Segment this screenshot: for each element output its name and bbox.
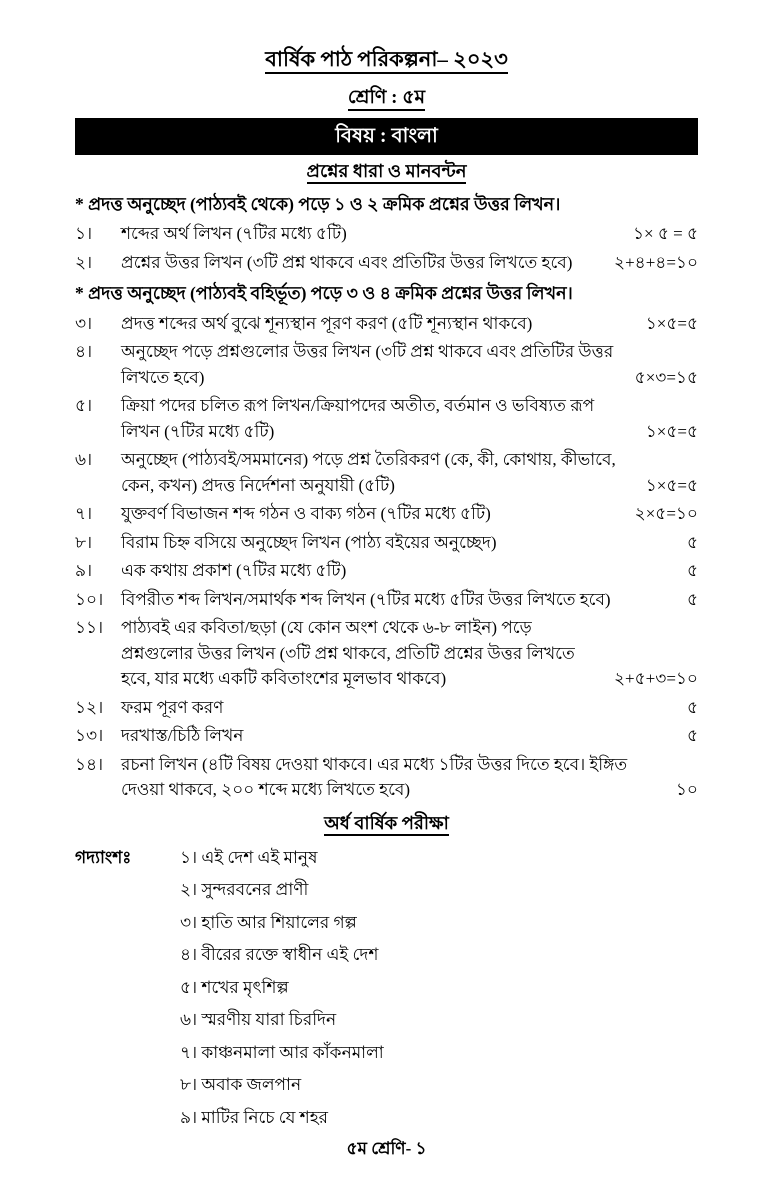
question-items-group-1 bbox=[75, 221, 698, 278]
class-heading bbox=[75, 84, 698, 113]
prose-list-item: ৯। মাটির নিচে যে শহর bbox=[180, 1107, 329, 1127]
item-number: ১। bbox=[75, 224, 93, 244]
item-number: ১০। bbox=[75, 589, 104, 609]
item-text: বিরাম চিহ্ন বসিয়ে অনুচ্ছেদ লিখন (পাঠ্য বইয়ের অনুচ্ছেদ) bbox=[121, 532, 497, 552]
item-number: ৯। bbox=[75, 561, 93, 580]
item-text: প্রশ্নের উত্তর লিখন (৩টি প্রশ্ন থাকবে এবং প্রতিটির উত্তর লিখতে হবে) bbox=[121, 252, 573, 272]
item-text: ফরম পূরণ করণ bbox=[121, 697, 224, 717]
class-heading-text: শ্রেণি : ৫ম bbox=[348, 87, 425, 111]
question-item bbox=[75, 615, 698, 692]
question-item bbox=[75, 752, 698, 803]
item-text: পাঠ্যবই এর কবিতা/ছড়া (যে কোন অংশ থেকে ৬-৮ লাইন) পড়ে প্রশ্নগুলোর উত্তর লিখন (৩টি প্রশ্ন থাকবে, প্রতিটি প্রশ্নের উত্তর লিখতে হবে, যার মধ্যে একটি কবিতাংশের মূলভাব থাকবে) bbox=[121, 618, 575, 688]
item-text: অনুচ্ছেদ (পাঠ্যবই/সমমানের) পড়ে প্রশ্ন তৈরিকরণ (কে, কী, কোথায়, কীভাবে, কেন, কখন) প্রদত্ত নির্দেশনা অনুযায়ী (৫টি) bbox=[121, 450, 616, 495]
item-marks: ৫×৩=১৫ bbox=[634, 367, 698, 387]
question-item bbox=[75, 339, 698, 390]
prose-list bbox=[180, 845, 698, 1131]
marks-distribution-heading-text: প্রশ্নের ধারা ও মানবন্টন bbox=[307, 161, 467, 184]
question-item bbox=[75, 530, 698, 556]
question-item bbox=[75, 558, 698, 584]
item-text: যুক্তবর্ণ বিভাজন শব্দ গঠন ও বাক্য গঠন (৭টির মধ্যে ৫টি) bbox=[121, 504, 491, 523]
item-marks: ৫ bbox=[686, 726, 698, 745]
item-number: ১৪। bbox=[75, 754, 104, 774]
question-items-group-2 bbox=[75, 311, 698, 806]
question-item bbox=[75, 311, 698, 337]
item-marks: ৫ bbox=[686, 532, 698, 552]
question-item bbox=[75, 447, 698, 498]
prose-list-item: ৭। কাঞ্চনমালা আর কাঁকনমালা bbox=[180, 1042, 384, 1062]
item-marks: ৫ bbox=[686, 697, 698, 717]
subject-bar-text: বিষয় : বাংলা bbox=[335, 125, 438, 147]
item-marks: ১×৫=৫ bbox=[645, 475, 698, 495]
prose-list-item: ৬। স্মরণীয় যারা চিরদিন bbox=[180, 1010, 337, 1029]
prose-section bbox=[75, 845, 698, 1131]
item-marks: ১০ bbox=[675, 780, 698, 799]
item-marks: ১× ৫ = ৫ bbox=[632, 224, 698, 244]
question-item bbox=[75, 250, 698, 276]
item-text: দরখাস্ত/চিঠি লিখন bbox=[121, 726, 244, 745]
prose-list-item: ৪। বীরের রক্তে স্বাধীন এই দেশ bbox=[180, 945, 379, 964]
document-title bbox=[75, 44, 698, 76]
question-item bbox=[75, 393, 698, 444]
item-number: ৮। bbox=[75, 532, 93, 552]
item-number: ২। bbox=[75, 252, 93, 272]
item-text: প্রদত্ত শব্দের অর্থ বুঝে শূন্যস্থান পূরণ করণ (৫টি শূন্যস্থান থাকবে) bbox=[121, 313, 533, 333]
half-yearly-exam-heading bbox=[75, 810, 698, 837]
item-marks: ১×৫=৫ bbox=[645, 421, 698, 441]
question-item bbox=[75, 501, 698, 527]
question-item bbox=[75, 695, 698, 721]
item-number: ১১। bbox=[75, 618, 104, 637]
item-number: ১২। bbox=[75, 697, 104, 717]
item-text: শব্দের অর্থ লিখন (৭টির মধ্যে ৫টি) bbox=[121, 224, 347, 244]
item-number: ৪। bbox=[75, 342, 93, 361]
item-marks: ২+৪+৪=১০ bbox=[614, 252, 698, 272]
question-item bbox=[75, 723, 698, 749]
page-footer bbox=[75, 1130, 698, 1162]
item-number: ৫। bbox=[75, 396, 93, 415]
item-text: বিপরীত শব্দ লিখন/সমার্থক শব্দ লিখন (৭টির মধ্যে ৫টির উত্তর লিখতে হবে) bbox=[121, 589, 611, 609]
half-yearly-exam-heading-text: অর্ধ বার্ষিক পরীক্ষা bbox=[324, 813, 449, 836]
question-item bbox=[75, 221, 698, 247]
instruction-note-1: * প্রদত্ত অনুচ্ছেদ (পাঠ্যবই থেকে) পড়ে ১ ও ২ ক্রমিক প্রশ্নের উত্তর লিখন। bbox=[75, 194, 561, 214]
prose-list-item: ৮। অবাক জলপান bbox=[180, 1075, 302, 1094]
prose-list-item: ৩। হাতি আর শিয়ালের গল্প bbox=[180, 912, 357, 932]
item-marks: ২×৫=১০ bbox=[634, 504, 698, 523]
item-marks: ১×৫=৫ bbox=[645, 313, 698, 333]
instruction-note-2: * প্রদত্ত অনুচ্ছেদ (পাঠ্যবই বহির্ভূত) পড়ে ৩ ও ৪ ক্রমিক প্রশ্নের উত্তর লিখন। bbox=[75, 283, 573, 304]
item-number: ৩। bbox=[75, 313, 93, 333]
question-item bbox=[75, 587, 698, 613]
item-marks: ৫ bbox=[686, 561, 698, 580]
page-footer-label: ৫ম শ্রেণি- ১ bbox=[346, 1139, 427, 1158]
marks-distribution-heading bbox=[75, 158, 698, 185]
item-number: ৭। bbox=[75, 504, 93, 523]
item-marks: ৫ bbox=[686, 589, 698, 609]
item-marks: ২+৫+৩=১০ bbox=[614, 669, 698, 688]
subject-bar bbox=[75, 118, 698, 155]
item-text: ক্রিয়া পদের চলিত রূপ লিখন/ক্রিয়াপদের অতীত, বর্তমান ও ভবিষ্যত রূপ লিখন (৭টির মধ্যে ৫টি) bbox=[121, 396, 595, 441]
item-number: ১৩। bbox=[75, 726, 104, 745]
document-title-text: বার্ষিক পাঠ পরিকল্পনা– ২০২৩ bbox=[265, 47, 508, 74]
prose-list-item: ২। সুন্দরবনের প্রাণী bbox=[180, 880, 309, 899]
prose-section-label: গদ্যাংশঃ bbox=[75, 847, 132, 867]
item-text: এক কথায় প্রকাশ (৭টির মধ্যে ৫টি) bbox=[121, 561, 347, 580]
prose-list-item: ১। এই দেশ এই মানুষ bbox=[180, 847, 318, 867]
prose-list-item: ৫। শখের মৃৎশিল্প bbox=[180, 977, 289, 997]
item-number: ৬। bbox=[75, 450, 93, 469]
item-text: রচনা লিখন (৪টি বিষয় দেওয়া থাকবে। এর মধ্যে ১টির উত্তর দিতে হবে। ইঙ্গিত দেওয়া থাকবে, ২০০ শব্দে মধ্যে লিখতে হবে) bbox=[121, 754, 628, 799]
item-text: অনুচ্ছেদ পড়ে প্রশ্নগুলোর উত্তর লিখন (৩টি প্রশ্ন থাকবে এবং প্রতিটির উত্তর লিখতে হবে) bbox=[121, 342, 614, 387]
